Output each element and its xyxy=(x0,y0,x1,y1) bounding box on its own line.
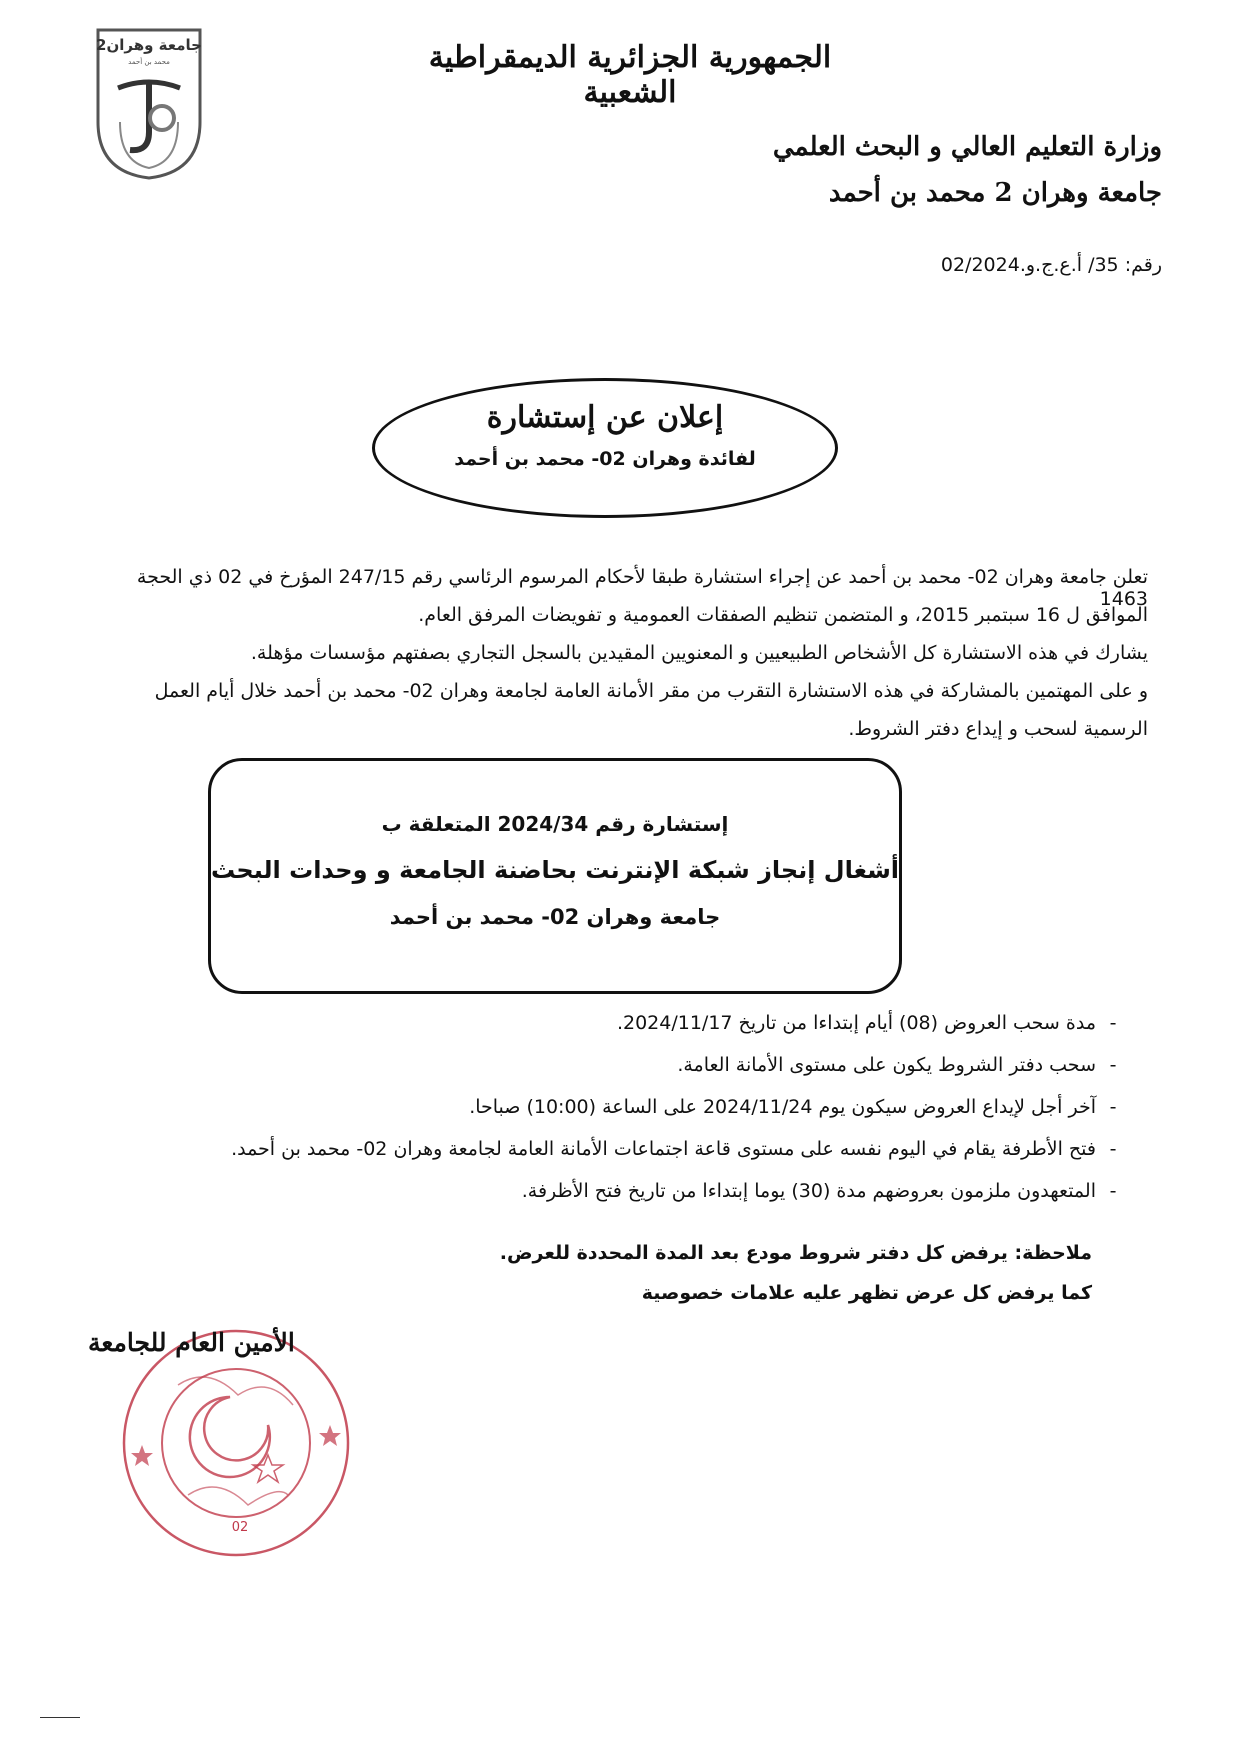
list-item-text: فتح الأطرفة يقام في اليوم نفسه على مستوى قاعة اجتماعات الأمانة العامة لجامعة وهران 02- محمد بن أحمد. xyxy=(231,1138,1096,1160)
list-item xyxy=(230,1054,1130,1076)
list-item xyxy=(230,1096,1130,1118)
list-item-text: مدة سحب العروض (08) أيام إبتداءا من تاريخ 2024/11/17. xyxy=(616,1012,1096,1034)
list-item xyxy=(230,1012,1130,1034)
body-line: الرسمية لسحب و إيداع دفتر الشروط. xyxy=(848,718,1148,740)
stamp-number: 02 xyxy=(231,1520,249,1535)
list-item-text: المتعهدون ملزمون بعروضهم مدة (30) يوما إبتداءا من تاريخ فتح الأظرفة. xyxy=(521,1180,1096,1202)
logo-text-sub: محمد بن أحمد xyxy=(128,58,170,66)
body-line: يشارك في هذه الاستشارة كل الأشخاص الطبيعيين و المعنويين المقيدين بالسجل التجاري بصفتهم مؤسسات مؤهلة. xyxy=(250,642,1148,664)
list-item xyxy=(230,1180,1130,1202)
consultation-university: جامعة وهران 02- محمد بن أحمد xyxy=(389,905,721,929)
consultation-number: إستشارة رقم 2024/34 المتعلقة ب xyxy=(381,812,729,836)
list-item-text: آخر أجل لإيداع العروض سيكون يوم 2024/11/24 على الساعة (10:00) صباحا. xyxy=(469,1096,1096,1118)
body-line: تعلن جامعة وهران 02- محمد بن أحمد عن إجراء استشارة طبقا لأحكام المرسوم الرئاسي رقم 247/15 المؤرخ في 02 ذي الحجة 1463 xyxy=(136,566,1148,610)
note-line: ملاحظة: يرفض كل دفتر شروط مودع بعد المدة المحددة للعرض. xyxy=(499,1242,1092,1264)
bullet-marker: - xyxy=(1109,1096,1117,1118)
logo-text-top: جامعة وهران2 xyxy=(96,36,202,54)
announcement-subtitle: لفائدة وهران 02- محمد بن أحمد xyxy=(454,448,756,470)
bullet-marker: - xyxy=(1109,1180,1117,1202)
university-logo-icon xyxy=(90,22,208,182)
signature-title: الأمين العام للجامعة xyxy=(88,1328,295,1357)
bullet-marker: - xyxy=(1109,1054,1117,1076)
university-heading: جامعة وهران 2 محمد بن أحمد xyxy=(828,178,1162,208)
ministry-heading: وزارة التعليم العالي و البحث العلمي xyxy=(772,132,1162,162)
body-line: الموافق ل 16 سبتمبر 2015، و المتضمن تنظيم الصفقات العمومية و تفويضات المرفق العام. xyxy=(418,604,1148,626)
note-line: كما يرفض كل عرض تظهر عليه علامات خصوصية xyxy=(641,1282,1092,1304)
reference-number: رقم: 35/ أ.ع.ج.و.02/2024 xyxy=(940,254,1162,276)
list-item xyxy=(230,1138,1130,1160)
body-line: و على المهتمين بالمشاركة في هذه الاستشارة التقرب من مقر الأمانة العامة لجامعة وهران 02- محمد بن أحمد خلال أيام العمل xyxy=(154,680,1148,702)
footer-line xyxy=(40,1717,80,1718)
bullet-marker: - xyxy=(1109,1138,1117,1160)
consultation-subject: أشغال إنجاز شبكة الإنترنت بحاضنة الجامعة و وحدات البحث xyxy=(210,856,900,884)
republic-heading: الجمهورية الجزائرية الديمقراطية الشعبية xyxy=(428,40,832,110)
list-item-text: سحب دفتر الشروط يكون على مستوى الأمانة العامة. xyxy=(677,1054,1096,1076)
bullet-marker: - xyxy=(1109,1012,1117,1034)
announcement-title: إعلان عن إستشارة xyxy=(486,400,724,435)
